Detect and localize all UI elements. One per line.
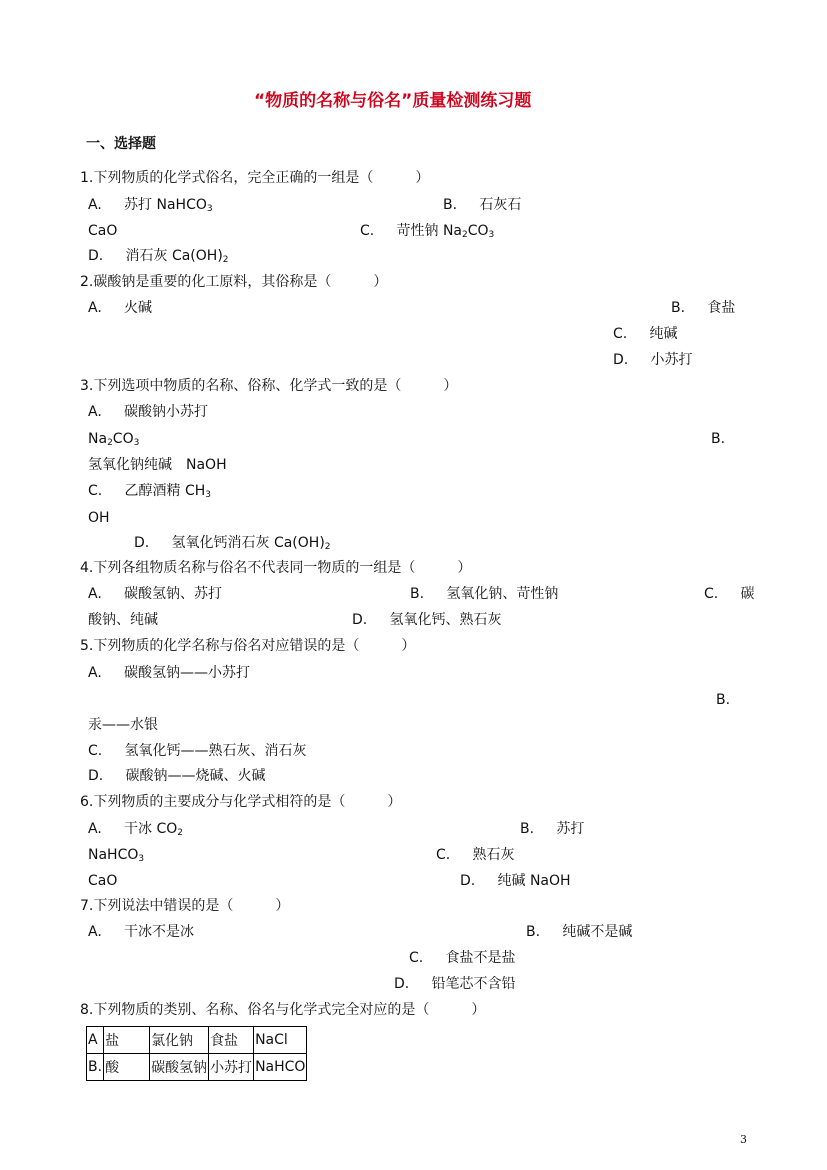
table-cell: NaHCO: [254, 1054, 307, 1081]
option-label: B.: [520, 821, 535, 837]
question-5-option-b-label[interactable]: B.: [716, 692, 731, 708]
question-6-option-b-continued: [88, 846, 144, 868]
option-text: 干冰不是冰: [124, 924, 195, 940]
question-3-option-b[interactable]: 氢氧化钠纯碱 NaOH: [88, 457, 227, 473]
option-text: 碳酸氢钠——小苏打: [124, 665, 251, 681]
question-1-option-c[interactable]: [360, 222, 494, 244]
option-text: 乙醇酒精 CH: [124, 483, 206, 499]
option-label: C.: [409, 950, 424, 966]
option-label: A.: [88, 197, 102, 213]
subscript: 2: [222, 255, 229, 265]
question-5-option-b[interactable]: 汞——水银: [88, 717, 158, 733]
question-4-stem: 4.下列各组物质名称与俗名不代表同一物质的一组是（ ）: [80, 560, 472, 576]
option-label: B.: [443, 197, 458, 213]
option-label: C.: [704, 586, 719, 602]
option-text: 氢氧化钙消石灰 Ca(OH): [171, 535, 325, 551]
subscript: 3: [488, 230, 495, 240]
subscript: 2: [107, 438, 113, 448]
subscript: 3: [206, 204, 213, 214]
option-text: NaHCO: [88, 847, 139, 863]
option-label: B.: [526, 924, 541, 940]
option-text: 干冰 CO: [124, 821, 178, 837]
table-cell: B.: [87, 1054, 104, 1081]
option-text: 石灰石: [479, 197, 522, 213]
option-text: 食盐不是盐: [445, 950, 516, 966]
page-number: 3: [740, 1133, 747, 1146]
option-text: 食盐: [707, 300, 736, 316]
subscript: 2: [177, 828, 184, 838]
section-heading: 一、选择题: [86, 136, 156, 152]
question-6-option-d[interactable]: [460, 872, 571, 890]
question-6-option-a[interactable]: [88, 820, 183, 842]
option-text: 苏打 NaHCO: [124, 197, 207, 213]
option-label: A.: [88, 821, 102, 837]
option-label: A.: [88, 404, 102, 420]
table-cell: A: [87, 1027, 104, 1054]
option-label: D.: [394, 976, 410, 992]
option-text: 苛性钠 Na: [396, 223, 463, 239]
option-text: 氢氧化钙——熟石灰、消石灰: [124, 743, 307, 759]
question-7-stem: 7.下列说法中错误的是（ ）: [80, 898, 290, 914]
question-1-option-d[interactable]: [88, 247, 229, 269]
option-text: 铅笔芯不含铅: [431, 976, 516, 992]
question-5-stem: 5.下列物质的化学名称与俗名对应错误的是（ ）: [80, 638, 416, 654]
question-4-option-c-continued: 酸钠、纯碱: [88, 612, 158, 628]
table-cell: 碳酸氢钠: [150, 1054, 209, 1081]
question-6-option-c-continued: CaO: [88, 873, 118, 889]
question-7-option-b[interactable]: [526, 923, 632, 941]
table-cell: 食盐: [209, 1027, 254, 1054]
option-label: A.: [88, 665, 102, 681]
question-3-option-c[interactable]: [88, 482, 211, 504]
option-text: Na: [88, 431, 108, 447]
question-3-option-a[interactable]: [88, 403, 208, 421]
question-1-option-a[interactable]: [88, 196, 213, 218]
option-text: 碳酸氢钠、苏打: [124, 586, 223, 602]
option-text: 纯碱: [649, 326, 678, 342]
question-4-option-b[interactable]: [410, 585, 558, 603]
option-label: D.: [88, 248, 104, 264]
question-6-option-c[interactable]: [436, 846, 515, 864]
option-label: B.: [671, 300, 686, 316]
question-5-option-c[interactable]: [88, 742, 307, 760]
option-text: 氢氧化钙、熟石灰: [389, 612, 502, 628]
question-4-option-c[interactable]: [704, 585, 755, 603]
option-label: C.: [88, 483, 103, 499]
question-2-option-c[interactable]: [613, 325, 678, 343]
option-text: CO: [112, 431, 134, 447]
table-cell: NaCl: [254, 1027, 307, 1054]
question-6-option-b[interactable]: [520, 820, 584, 838]
option-text: 火碱: [124, 300, 153, 316]
table-cell: 酸: [104, 1054, 150, 1081]
subscript: 2: [462, 230, 468, 240]
question-2-stem: 2.碳酸钠是重要的化工原料，其俗称是（ ）: [80, 274, 388, 290]
question-7-option-c[interactable]: [409, 949, 516, 967]
question-5-option-d[interactable]: [88, 767, 266, 785]
question-7-option-a[interactable]: [88, 923, 194, 941]
question-1-option-b[interactable]: [443, 196, 521, 214]
question-3-option-a-continued: [88, 430, 139, 452]
subscript: 3: [138, 854, 145, 864]
option-label: A.: [88, 300, 102, 316]
option-label: B.: [410, 586, 425, 602]
option-text: 苏打: [556, 821, 585, 837]
subscript: 2: [324, 542, 331, 552]
table-row[interactable]: [87, 1027, 307, 1054]
question-1-option-b-continued: CaO: [88, 223, 118, 239]
question-3-option-d[interactable]: [134, 534, 331, 556]
option-label: D.: [613, 352, 629, 368]
subscript: 3: [133, 438, 140, 448]
option-label: A.: [88, 586, 102, 602]
option-text: CO: [467, 223, 489, 239]
question-8-table: [86, 1026, 307, 1081]
table-row[interactable]: [87, 1054, 307, 1081]
option-label: D.: [88, 768, 104, 784]
question-5-option-a[interactable]: [88, 664, 250, 682]
option-text: 碳酸钠——烧碱、火碱: [125, 768, 266, 784]
option-label: C.: [613, 326, 628, 342]
option-text: 纯碱 NaOH: [497, 873, 571, 889]
option-text: 氢氧化钠、苛性钠: [446, 586, 559, 602]
question-3-option-c-continued: OH: [88, 510, 110, 526]
question-4-option-a[interactable]: [88, 585, 222, 603]
question-3-stem: 3.下列选项中物质的名称、俗称、化学式一致的是（ ）: [80, 378, 458, 394]
question-4-option-d[interactable]: [352, 611, 502, 629]
option-label: D.: [134, 535, 150, 551]
subscript: 3: [205, 490, 211, 500]
question-1-stem: 1.下列物质的化学式俗名，完全正确的一组是（ ）: [80, 170, 430, 186]
option-text: 碳: [740, 586, 755, 602]
option-text: 小苏打: [650, 352, 693, 368]
table-cell: 氯化钠: [150, 1027, 209, 1054]
question-8-stem: 8.下列物质的类别、名称、俗名与化学式完全对应的是（ ）: [80, 1002, 486, 1018]
option-label: C.: [88, 743, 103, 759]
page-title: “物质的名称与俗名”质量检测练习题: [254, 91, 532, 111]
option-text: 纯碱不是碱: [562, 924, 633, 940]
table-cell: 小苏打: [209, 1054, 254, 1081]
option-label: A.: [88, 924, 102, 940]
table-cell: 盐: [104, 1027, 150, 1054]
option-text: 熟石灰: [472, 847, 515, 863]
option-text: 碳酸钠小苏打: [124, 404, 209, 420]
question-6-stem: 6.下列物质的主要成分与化学式相符的是（ ）: [80, 794, 402, 810]
question-3-option-b-label[interactable]: B.: [711, 431, 726, 447]
question-2-option-a[interactable]: [88, 299, 152, 317]
option-label: C.: [360, 223, 375, 239]
option-label: D.: [352, 612, 368, 628]
option-label: C.: [436, 847, 451, 863]
question-2-option-b[interactable]: [671, 299, 735, 317]
option-label: D.: [460, 873, 476, 889]
question-7-option-d[interactable]: [394, 975, 516, 993]
question-2-option-d[interactable]: [613, 351, 693, 369]
option-text: 消石灰 Ca(OH): [125, 248, 223, 264]
